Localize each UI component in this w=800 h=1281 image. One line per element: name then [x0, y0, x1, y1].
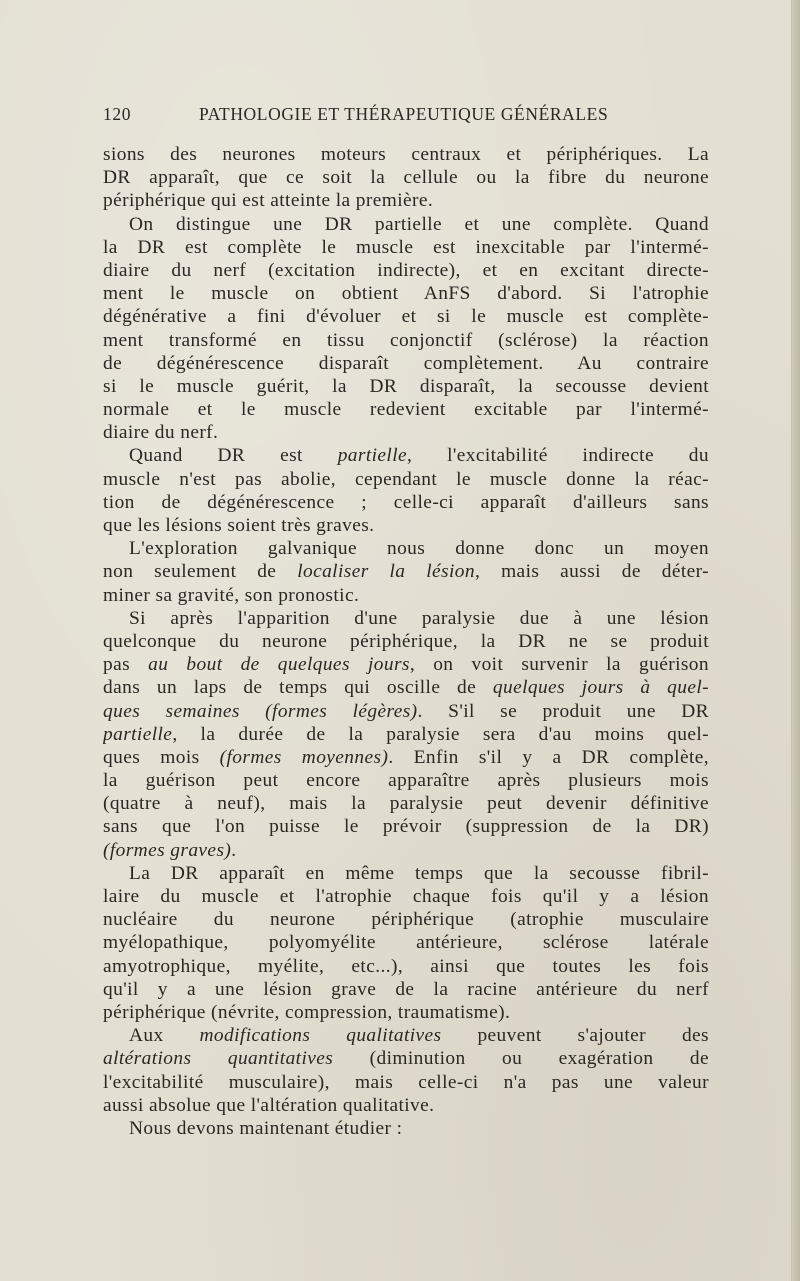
text-line: périphérique qui est atteinte la première. — [103, 190, 434, 212]
text-line: pas au bout de quelques jours, on voit survenir la guérison — [103, 654, 709, 676]
text-line: diaire du nerf (excitation indirecte), et en excitant directe- — [103, 259, 709, 281]
text-line: dégénérative a fini d'évoluer et si le muscle est complète- — [103, 306, 709, 328]
text-line: de dégénérescence disparaît complètement. Au contraire — [103, 352, 709, 374]
text-line: non seulement de localiser la lésion, mais aussi de déter- — [103, 561, 709, 583]
text-line: altérations quantitatives (diminution ou exagération de — [103, 1048, 709, 1070]
text-line: si le muscle guérit, la DR disparaît, la secousse devient — [103, 375, 709, 397]
text-line: Si après l'apparition d'une paralysie due à une lésion — [129, 607, 709, 629]
text-line: miner sa gravité, son pronostic. — [103, 584, 360, 606]
text-line: quelconque du neurone périphérique, la DR ne se produit — [103, 630, 709, 652]
italic-term: ques semaines (formes légères) — [103, 700, 418, 722]
text-line: la guérison peut encore apparaître après plusieurs mois — [103, 770, 709, 792]
body-text — [103, 143, 709, 1140]
text-line: aussi absolue que l'altération qualitative. — [103, 1094, 435, 1116]
text-line: On distingue une DR partielle et une complète. Quand — [129, 213, 709, 235]
text-line: ques mois (formes moyennes). Enfin s'il y a DR complète, — [103, 746, 709, 768]
text-line: Aux modifications qualitatives peuvent s'ajouter des — [129, 1025, 709, 1047]
text-line: ment le muscle on obtient AnFS d'abord. Si l'atrophie — [103, 283, 709, 305]
text-line: sions des neurones moteurs centraux et périphériques. La — [103, 144, 709, 165]
text-line: Quand DR est partielle, l'excitabilité indirecte du — [129, 445, 709, 467]
text-line: que les lésions soient très graves. — [103, 515, 375, 536]
text-line: diaire du nerf. — [103, 422, 219, 444]
italic-term: quelques jours à quel- — [492, 677, 709, 699]
page-number: 120 — [103, 104, 132, 124]
page-edge-shadow — [791, 0, 800, 1281]
text-line: sans que l'on puisse le prévoir (suppression de la DR) — [103, 816, 709, 838]
text-line: Nous devons maintenant étudier : — [129, 1117, 403, 1139]
text-line: L'exploration galvanique nous donne donc un moyen — [129, 538, 709, 560]
text-line: muscle n'est pas abolie, cependant le muscle donne la réac- — [103, 468, 709, 490]
italic-term: au bout de quelques jours — [148, 654, 410, 676]
running-head — [103, 104, 709, 130]
text-line: tion de dégénérescence ; celle-ci apparaît d'ailleurs sans — [103, 491, 709, 513]
italic-term: partielle — [103, 723, 173, 745]
italic-term: (formes graves) — [103, 839, 232, 861]
text-line: laire du muscle et l'atrophie chaque fois qu'il y a lésion — [103, 886, 709, 907]
text-line: myélopathique, polyomyélite antérieure, sclérose latérale — [103, 932, 709, 954]
italic-term: (formes moyennes) — [219, 746, 389, 768]
text-line: La DR apparaît en même temps que la secousse fibril- — [129, 862, 709, 884]
italic-term: altérations quantitatives — [103, 1048, 334, 1070]
text-line: périphérique (névrite, compression, traumatisme). — [103, 1001, 511, 1023]
italic-term: localiser la lésion — [297, 561, 475, 583]
text-line: dans un laps de temps qui oscille de quelques jours à quel- — [103, 677, 709, 699]
page-title: PATHOLOGIE ET THÉRAPEUTIQUE GÉNÉRALES — [199, 104, 609, 124]
italic-term: partielle — [337, 445, 407, 467]
text-line: DR apparaît, que ce soit la cellule ou la fibre du neurone — [103, 167, 709, 189]
text-line: (formes graves). — [103, 839, 237, 861]
text-line: (quatre à neuf), mais la paralysie peut devenir définitive — [103, 793, 709, 815]
text-line: ment transformé en tissu conjonctif (sclérose) la réaction — [103, 329, 709, 351]
text-line: amyotrophique, myélite, etc...), ainsi que toutes les fois — [103, 955, 709, 977]
text-line: normale et le muscle redevient excitable par l'intermé- — [103, 399, 709, 421]
text-line: partielle, la durée de la paralysie sera d'au moins quel- — [103, 723, 709, 745]
text-line: la DR est complète le muscle est inexcitable par l'intermé- — [103, 236, 709, 258]
text-line: l'excitabilité musculaire), mais celle-ci n'a pas une valeur — [103, 1071, 709, 1093]
italic-term: modifications qualitatives — [199, 1025, 442, 1047]
text-line: nucléaire du neurone périphérique (atrophie musculaire — [103, 909, 709, 931]
text-line: ques semaines (formes légères). S'il se produit une DR — [103, 700, 709, 722]
text-line: qu'il y a une lésion grave de la racine antérieure du nerf — [103, 978, 709, 1000]
